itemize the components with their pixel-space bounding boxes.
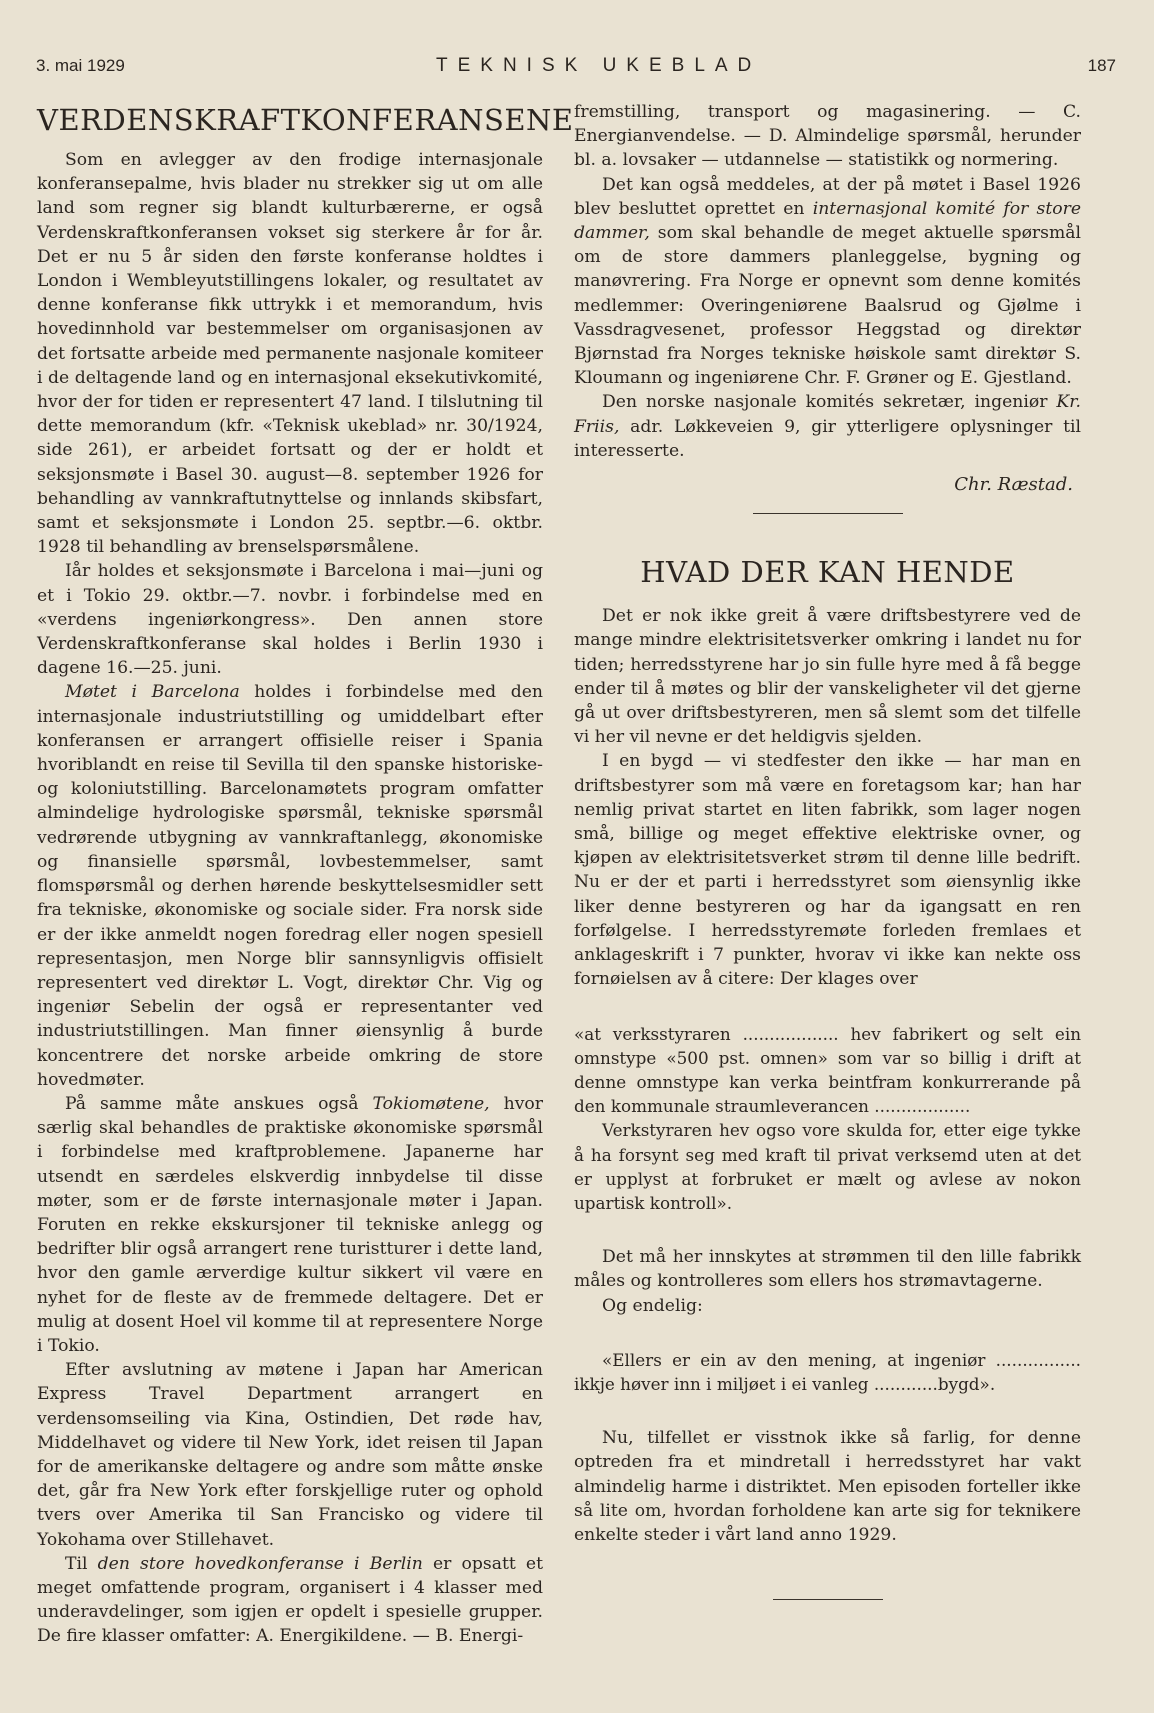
article2-paragraph-3: Det må her innskytes at strømmen til den lille fabrikk måles og kontrolleres som ellers hos strømavtagerne. [574,1247,1081,1292]
emphasis-friis: Kr. Friis, [574,392,1081,437]
article2-paragraph-4: Og endelig: [602,1295,703,1316]
header-page-number: 187 [1087,56,1116,75]
article2-paragraph-1: Det er nok ikke greit å være driftsbestyrere ved de mange mindre elektrisitetsverker omkring i landet nu for tiden; herredsstyrene har jo sin fulle hyre med å få begge ender til å møtes og blir der vanskeligheter vil det gjerne gå ut over driftsbestyreren, men så slemt som det tilfelle vi her vil nevne er det heldigvis sjelden. [574,606,1081,748]
header-journal-title: TEKNISK UKEBLAD [436,55,762,76]
paragraph-text: holdes i forbindelse med den internasjonale industriutstilling og umiddelbart efter konferansen er arrangert offisielle reiser i Spania hvoriblandt en reise til Sevilla til den spanske historiske- og koloniutstilling. Barcelonamøtets program omfatter almindelige hydrologiske spørsmål, tekniske spørsmål vedrørende utbygning av vannkraftanlegg, økonomiske og finansielle spørsmål, lovbestemmelser, samt flomspørsmål og derhen hørende beskyttelsesmidler sett fra tekniske, økonomiske og sociale sider. Fra norsk side er der ikke anmeldt nogen foredrag eller nogen spesiell representasjon, men Norge blir sannsynligvis offisielt representert ved direktør L. Vogt, direktør Chr. Vig og ingeniør Sebelin der også er representanter ved industriutstillingen. Man finner øiensynlig å burde koncentrere det norske arbeide omkring de store hovedmøter. [37,682,543,1090]
article1-paragraph-1: Som en avlegger av den frodige internasjonale konferansepalme, hvis blader nu strekker sig ut om alle land som regner sig blandt kulturbærerne, er også Verdenskraftkonferansen vokset sig sterkere år for år. Det er nu 5 år siden den første konferanse holdtes i London i Wembleyutstillingens lokaler, og resultatet av denne konferanse fikk uttrykk i et memorandum, hvis hovedinnhold var bestemmelser om organisasjonen av det fortsatte arbeide med permanente nasjonale komiteer i de deltagende land og en internasjonal eksekutivkomité, hvor der for tiden er representert 47 land. I tilslutning til dette memorandum (kfr. «Teknisk ukeblad» nr. 30/1924, side 261), er arbeidet fortsatt og der er holdt et seksjonsmøte i Basel 30. august—8. september 1926 for behandling av vannkraftutnyttelse og innlands skibsfart, samt et seksjonsmøte i London 25. septbr.—6. oktbr. 1928 til behandling av brenselspørsmålene. [37,150,543,558]
article1-paragraph-2: Iår holdes et seksjonsmøte i Barcelona i mai—juni og et i Tokio 29. oktbr.—7. novbr. i forbindelse med en «verdens ingeniørkongress». Den annen store Verdenskraftkonferanse skal holdes i Berlin 1930 i dagene 16.—25. juni. [37,561,543,679]
paragraph-text: Den norske nasjonale komités sekretær, ingeniør [602,392,1057,413]
paragraph-text: På samme måte anskues også [65,1093,373,1114]
paragraph-text: Det kan også meddeles, at der på møtet i Basel 1926 blev besluttet oprettet en [574,174,1081,219]
article-title-verdenskraft: VERDENSKRAFTKONFERANSENE [37,103,574,137]
quote1-paragraph-2: Verkstyraren hev ogso vore skulda for, etter eige tykke å ha forsynt seg med kraft til privat verksemd uten at det er upplyst at forbruket er mælt og avlese av nokon upartisk kontroll». [574,1120,1081,1213]
emphasis-berlin: den store hovedkonferanse i Berlin [97,1553,423,1574]
article1-paragraph-3 [37,680,543,1091]
quote1-paragraph-1: «at verksstyraren .................. hev fabrikert og selt ein omnstype «500 pst. omnen» som var so billig i drift at denne omnstype kan verka beintfram konkurrerande på den kommunale straumleverancen .................. [574,1023,1081,1117]
quote-block-2 [574,1348,1081,1396]
article1-signature: Chr. Ræstad. [954,474,1073,496]
article1-paragraph-6 [37,1552,543,1649]
article2-paragraph-5: Nu, tilfellet er visstnok ikke så farlig, for denne optreden fra et mindretall i herredsstyret har vakt almindelig harme i distriktet. Men episoden forteller ikke så lite om, hvordan forholdene kan arte sig for teknikere enkelte steder i vårt land anno 1929. [574,1428,1081,1545]
article1-paragraph-7: fremstilling, transport og magasinering. — C. Energianvendelse. — D. Almindelige spørsmål, herunder bl. a. lovsaker — utdannelse — statistikk og normering. [574,102,1081,171]
paragraph-text: hvor særlig skal behandles de praktiske økonomiske spørsmål i forbindelse med kraftproblemene. Japanerne har utsendt en særdeles elskverdig innbydelse til disse møter, som er de første internasjonale møter i Japan. Foruten en rekke ekskursjoner til tekniske anlegg og bedrifter blir også arrangert rene turistturer i dette land, hvor den gamle ærverdige kultur sikkert vil være en nyhet for de fleste av de fremmede deltagere. Det er mulig at dosent Hoel vil komme til at representere Norge i Tokio. [37,1093,543,1356]
paragraph-text: som skal behandle de meget aktuelle spørsmål om de store dammers planleggelse, bygning og manøvrering. Fra Norge er opnevnt som denne komités medlemmer: Overingeniørene Baalsrud og Gjølme i Vassdragvesenet, professor Heggstad og direktør Bjørnstad fra Norges tekniske høiskole samt direktør S. Kloumann og ingeniørene Chr. F. Grøner og E. Gjestland. [574,223,1081,389]
emphasis-dam-committee: internasjonal komité for store dammer, [574,198,1082,244]
quote2-paragraph: «Ellers er ein av den mening, at ingeniør ................ ikkje høver inn i miljøet i ei vanleg ............bygd». [574,1349,1081,1394]
right-column [574,100,1081,1600]
paragraph-text: er opsatt et meget omfattende program, organisert i 4 klasser med underavdelinger, som igjen er opdelt i spesielle grupper. De fire klasser omfatter: A. Energikildene. — B. Energi- [37,1553,543,1647]
article1-paragraph-5: Efter avslutning av møtene i Japan har American Express Travel Department arrangert en verdensomseiling via Kina, Ostindien, Det røde hav, Middelhavet og videre til New York, idet reisen til Japan for de amerikanske deltagere og andre som måtte ønske det, går fra New York efter forskjellige ruter og ophold tvers over Amerika til San Francisko og videre til Yokohama over Stillehavet. [37,1360,543,1550]
article1-paragraph-8 [574,173,1081,391]
article2-paragraph-2: I en bygd — vi stedfester den ikke — har man en driftsbestyrer som må være en foretagsom kar; han har nemlig privat startet en liten fabrikk, som lager nogen små, billige og meget effektive elektriske ovner, og kjøpen av elektrisitetsverket strøm til denne lille bedrift. Nu er der et parti i herredsstyret som øiensynlig ikke liker denne bestyreren og har da igangsatt en ren forfølgelse. I herredsstyremøte forleden fremlaes et anklageskrift i 7 punkter, hvorav vi ikke kan nekte oss fornøielsen av å citere: Der klages over [574,751,1081,990]
article-title-hvad-der-kan-hende: HVAD DER KAN HENDE [640,555,1015,590]
divider-rule-end [773,1599,883,1600]
paragraph-text: adr. Løkkeveien 9, gir ytterligere oplysninger til interesserte. [574,416,1081,461]
divider-rule [753,513,903,514]
emphasis-tokio: Tokiomøtene, [372,1093,490,1114]
emphasis-barcelona: Møtet i Barcelona [65,682,240,703]
left-column [37,100,574,1649]
quote-block-1 [574,1022,1081,1216]
paragraph-text: Til [65,1553,98,1574]
header-date: 3. mai 1929 [36,56,125,75]
article1-paragraph-4 [37,1092,543,1358]
article1-paragraph-9 [574,390,1081,463]
page-header [36,56,1116,82]
